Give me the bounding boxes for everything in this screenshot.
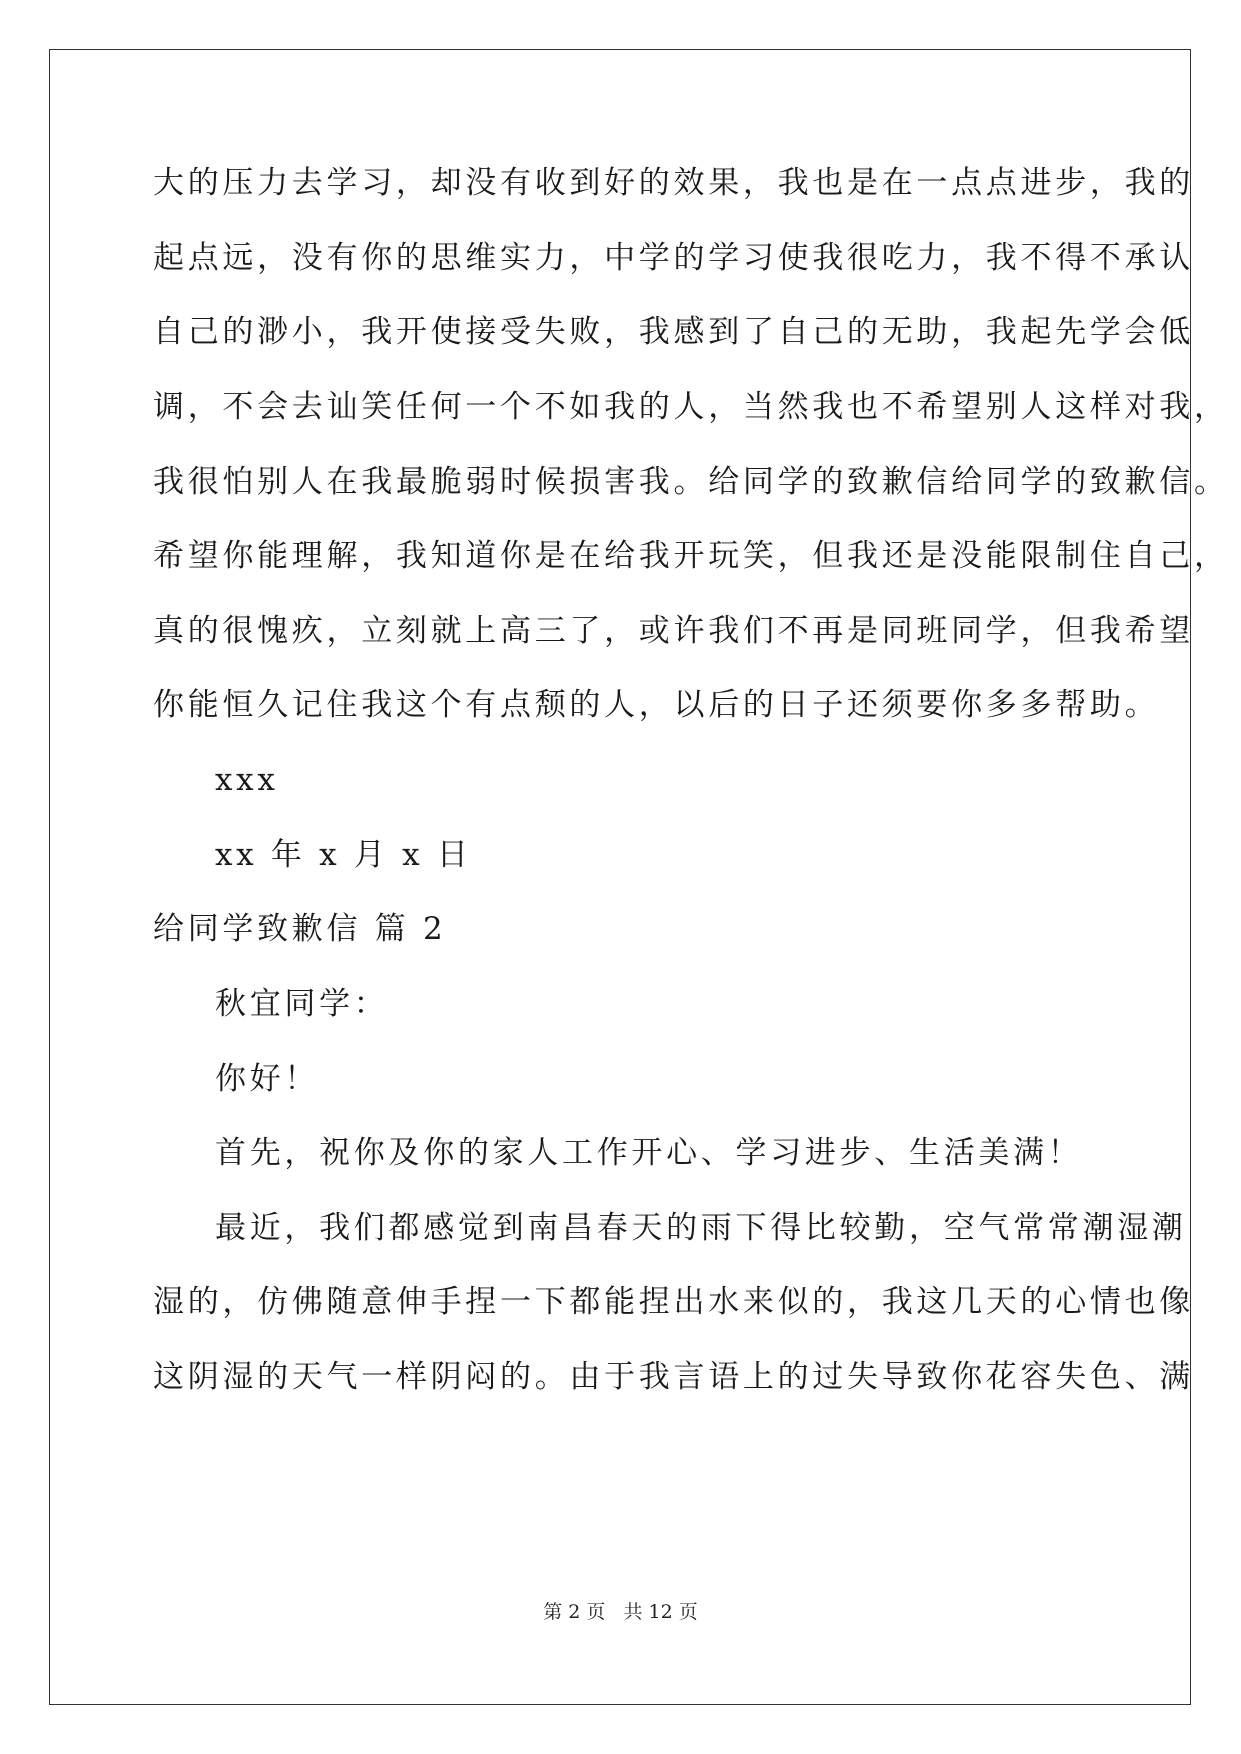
salutation: 秋宜同学： bbox=[215, 986, 389, 1022]
text-line: 大的压力去学习，却没有收到好的效果，我也是在一点点进步，我的 bbox=[153, 165, 1194, 201]
signature: xxx bbox=[215, 762, 279, 798]
text-line: 自己的渺小，我开使接受失败，我感到了自己的无助，我起先学会低 bbox=[153, 314, 1194, 350]
text-line: 真的很愧疚，立刻就上高三了，或许我们不再是同班同学，但我希望 bbox=[153, 613, 1194, 649]
page-footer bbox=[0, 1600, 1241, 1624]
text-line: 最近，我们都感觉到南昌春天的雨下得比较勤，空气常常潮湿潮 bbox=[215, 1210, 1187, 1246]
text-line: 希望你能理解，我知道你是在给我开玩笑，但我还是没能限制住自己， bbox=[153, 538, 1229, 574]
page-border bbox=[49, 49, 1191, 1705]
text-line: 我很怕别人在我最脆弱时候损害我。给同学的致歉信给同学的致歉信。 bbox=[153, 464, 1229, 500]
text-line: 湿的，仿佛随意伸手捏一下都能捏出水来似的，我这几天的心情也像 bbox=[153, 1284, 1194, 1320]
page-number-current: 第 2 页 bbox=[543, 1601, 606, 1623]
text-line: 起点远，没有你的思维实力，中学的学习使我很吃力，我不得不承认 bbox=[153, 240, 1194, 276]
date-line: xx 年 x 月 x 日 bbox=[215, 837, 472, 873]
text-line: 这阴湿的天气一样阴闷的。由于我言语上的过失导致你花容失色、满 bbox=[153, 1359, 1194, 1395]
section-heading: 给同学致歉信 篇 2 bbox=[153, 911, 447, 947]
text-line: 你能恒久记住我这个有点颓的人，以后的日子还须要你多多帮助。 bbox=[153, 687, 1160, 723]
text-line: 调，不会去讪笑任何一个不如我的人，当然我也不希望别人这样对我， bbox=[153, 389, 1229, 425]
page-number-total: 共 12 页 bbox=[623, 1601, 698, 1623]
text-line: 首先，祝你及你的家人工作开心、学习进步、生活美满！ bbox=[215, 1135, 1083, 1171]
greeting: 你好！ bbox=[215, 1061, 320, 1097]
